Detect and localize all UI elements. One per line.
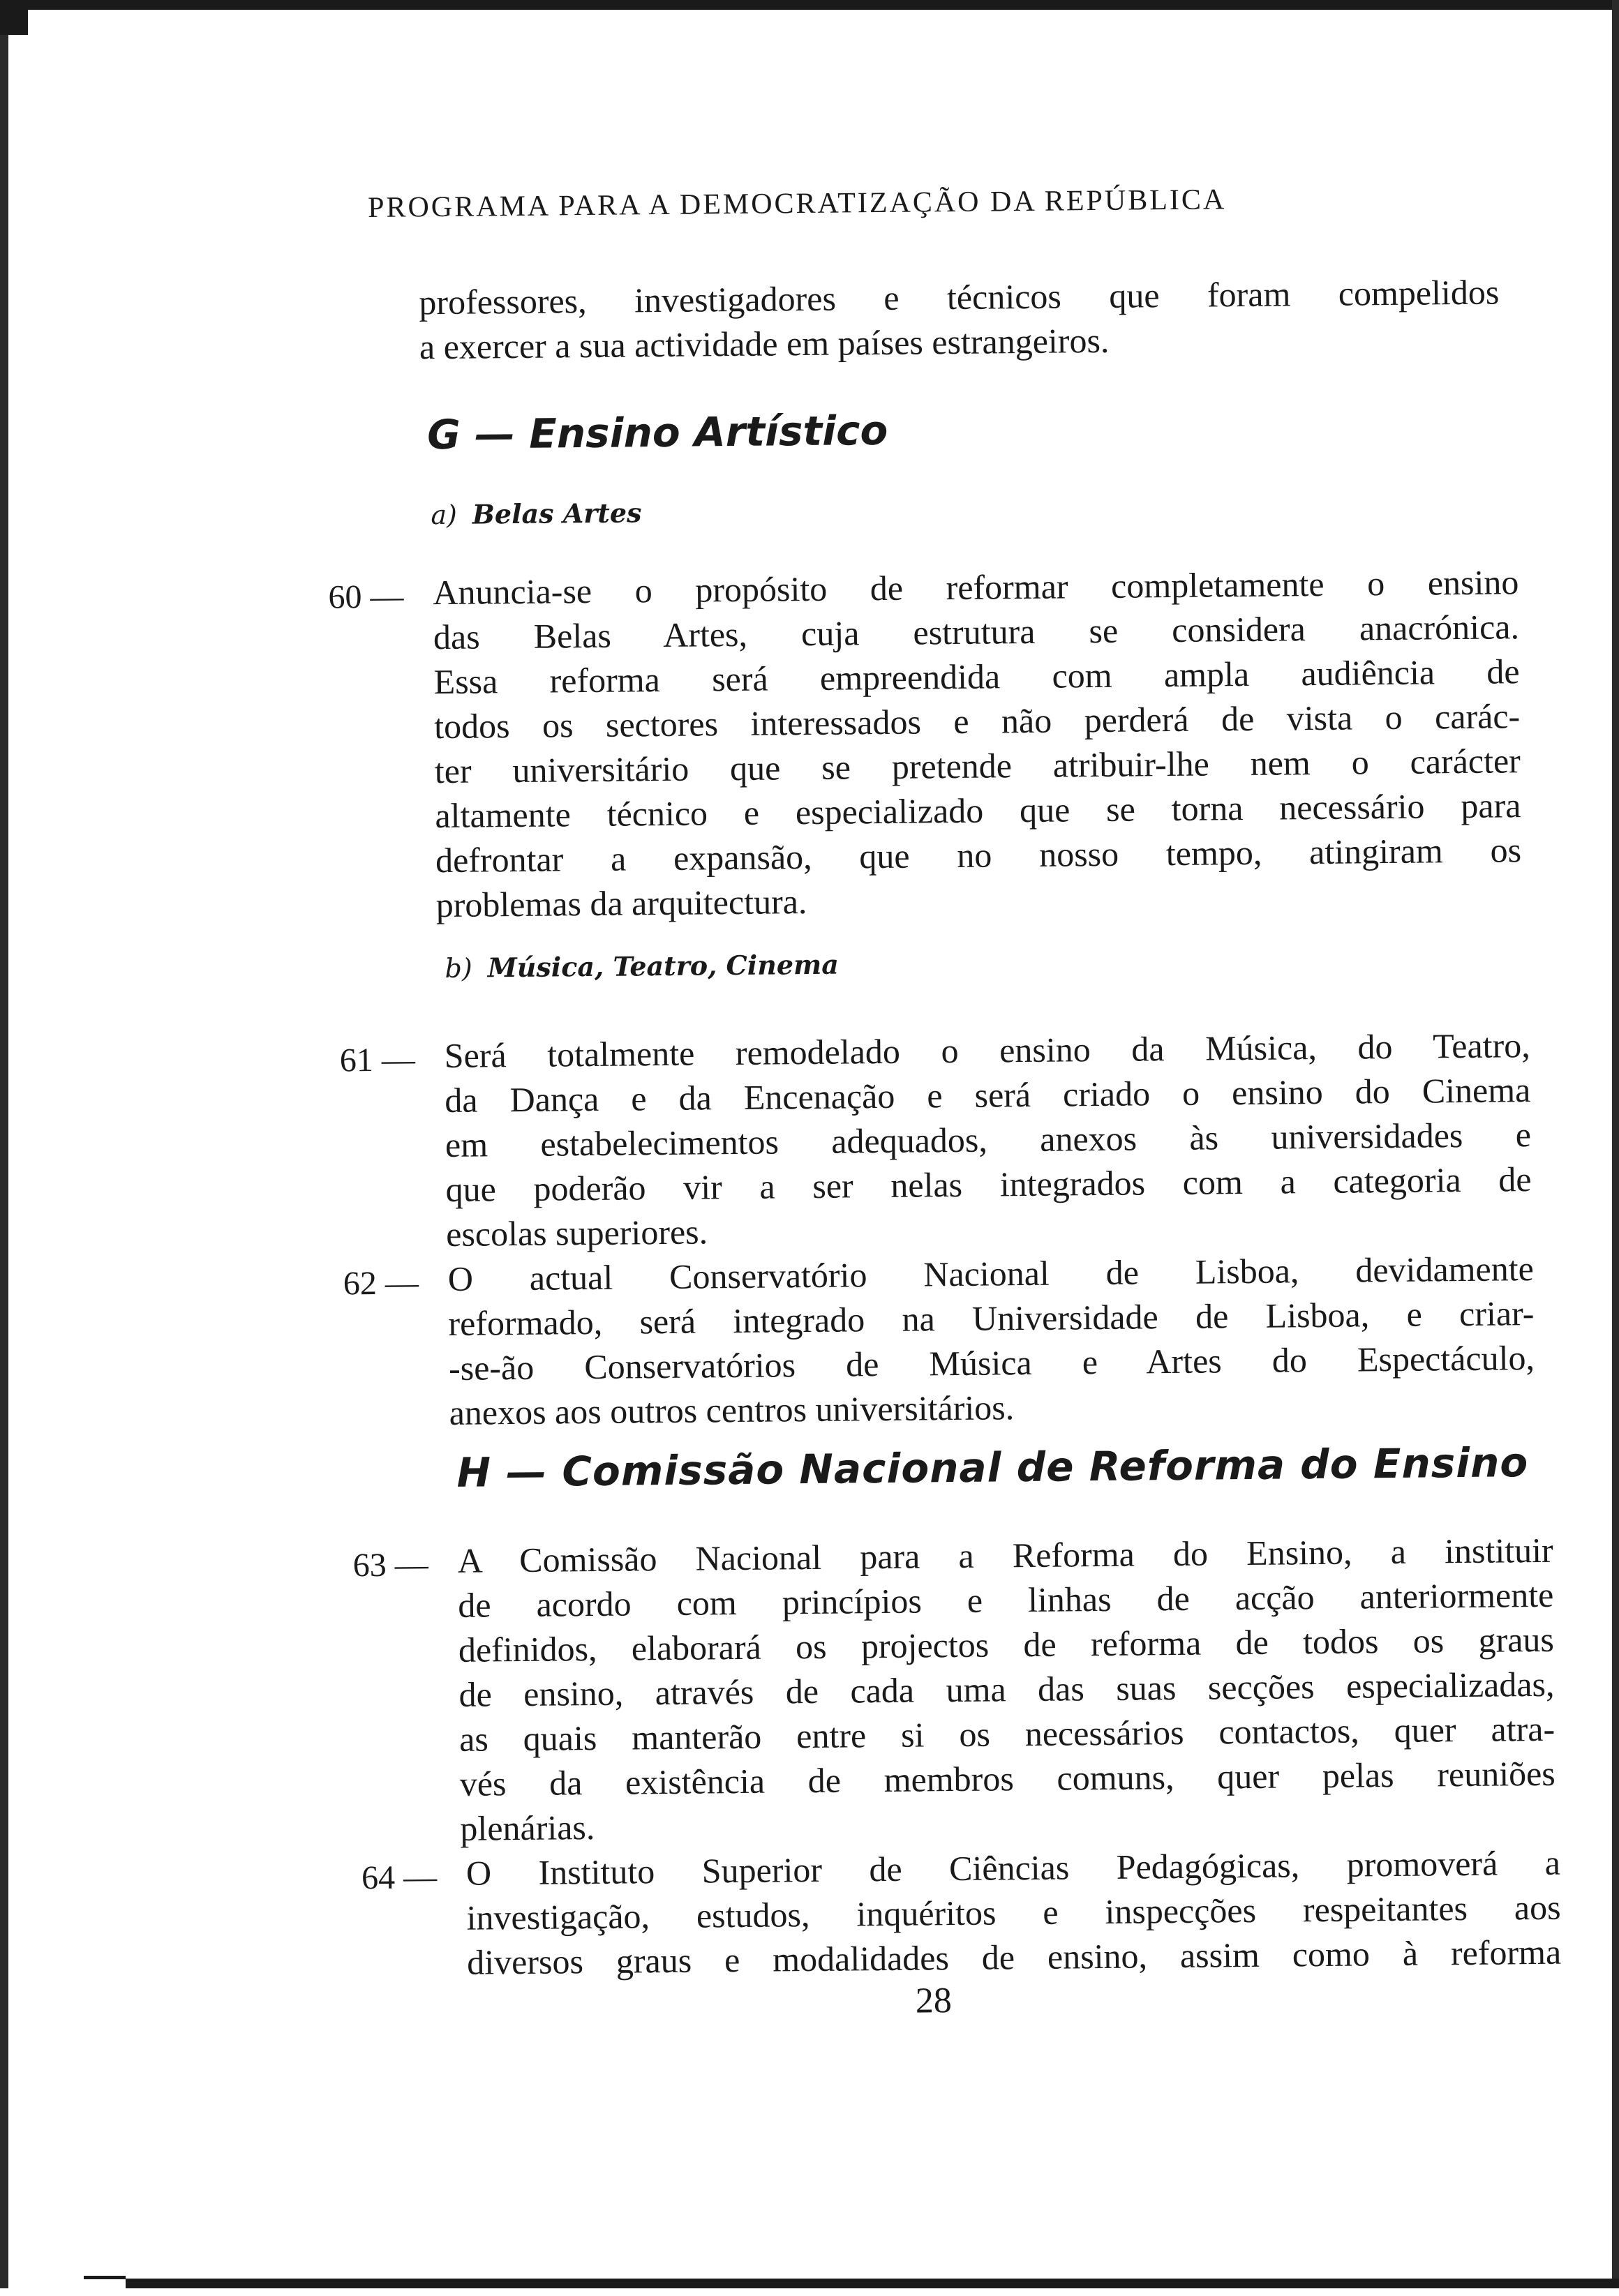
text-line: -se-ão Conservatórios de Música e Artes do Espectáculo, <box>448 1338 1535 1388</box>
item-number-61: 61 — <box>339 1041 416 1079</box>
text-line: Essa reforma será empreendida com ampla audiência de <box>433 652 1520 702</box>
text-line: todos os sectores interessados e não perderá de vista o carác- <box>433 696 1521 746</box>
text-line: reformado, será integrado na Universidade de Lisboa, e criar- <box>448 1293 1535 1343</box>
text-line: anexos aos outros centros universitários. <box>449 1388 1015 1432</box>
subhead-marker: b) <box>445 952 472 984</box>
subhead-marker: a) <box>431 499 458 531</box>
text-line: Será totalmente remodelado o ensino da Música, do Teatro, <box>444 1026 1530 1076</box>
subhead-belas-artes <box>431 497 642 530</box>
intro-paragraph <box>419 269 1500 369</box>
text-line: Anuncia-se o propósito de reformar completamente o ensino <box>433 562 1519 613</box>
item-number-64: 64 — <box>361 1859 438 1897</box>
item-62-paragraph <box>448 1246 1535 1435</box>
text-line: A Comissão Nacional para a Reforma do Ensino, a instituir <box>457 1530 1553 1580</box>
section-title-h: H — Comissão Nacional de Reforma do Ensino <box>456 1439 1529 1496</box>
text-line: defrontar a expansão, que no nosso tempo, atingiram os <box>435 830 1522 880</box>
section-title-g: G — Ensino Artístico <box>426 406 888 459</box>
item-64-paragraph <box>466 1840 1562 1985</box>
page-number: 28 <box>915 1981 953 2021</box>
text-line: das Belas Artes, cuja estrutura se considera anacrónica. <box>433 607 1520 657</box>
text-line: plenárias. <box>460 1807 595 1848</box>
item-number-63: 63 — <box>352 1546 429 1584</box>
subhead-musica-teatro-cinema <box>445 949 839 984</box>
text-line: de acordo com princípios e linhas de acção anteriormente <box>458 1575 1554 1625</box>
text-line: de ensino, através de cada uma das suas secções especializadas, <box>458 1664 1555 1714</box>
text-line: O actual Conservatório Nacional de Lisboa, devidamente <box>447 1249 1535 1298</box>
item-number-62: 62 — <box>343 1264 419 1303</box>
text-line: investigação, estudos, inquéritos e inspecções respeitantes aos <box>466 1887 1561 1937</box>
text-line: definidos, elaborará os projectos de reforma de todos os graus <box>458 1619 1555 1670</box>
text-line: altamente técnico e especializado que se torna necessário para <box>435 786 1521 836</box>
text-line: a exercer a sua actividade em países estrangeiros. <box>419 320 1110 367</box>
item-61-paragraph <box>444 1023 1532 1256</box>
text-line: escolas superiores. <box>445 1212 708 1254</box>
item-60-paragraph <box>433 560 1522 927</box>
text-line: vés da existência de membros comuns, quer pelas reuniões <box>459 1753 1555 1803</box>
text-line: que poderão vir a ser nelas integrados com a categoria de <box>445 1160 1532 1210</box>
text-line: O Instituto Superior de Ciências Pedagógicas, promoverá a <box>465 1843 1561 1893</box>
item-number-60: 60 — <box>328 578 404 616</box>
running-head: PROGRAMA PARA A DEMOCRATIZAÇÃO DA REPÚBLICA <box>367 183 1227 225</box>
text-line: da Dança e da Encenação e será criado o ensino do Cinema <box>445 1070 1531 1120</box>
subhead-label: Belas Artes <box>472 497 642 530</box>
text-line: em estabelecimentos adequados, anexos às universidades e <box>445 1115 1532 1165</box>
text-line: diversos graus e modalidades de ensino, assim como à reforma <box>466 1932 1562 1982</box>
text-line: problemas da arquitectura. <box>435 882 807 925</box>
item-63-paragraph <box>457 1528 1555 1851</box>
text-line: ter universitário que se pretende atribuir-lhe nem o carácter <box>434 741 1521 791</box>
text-line: as quais manterão entre si os necessários contactos, quer atra- <box>458 1709 1555 1759</box>
text-line: professores, investigadores e técnicos que foram compelidos <box>419 272 1500 322</box>
subhead-label: Música, Teatro, Cinema <box>487 948 840 984</box>
